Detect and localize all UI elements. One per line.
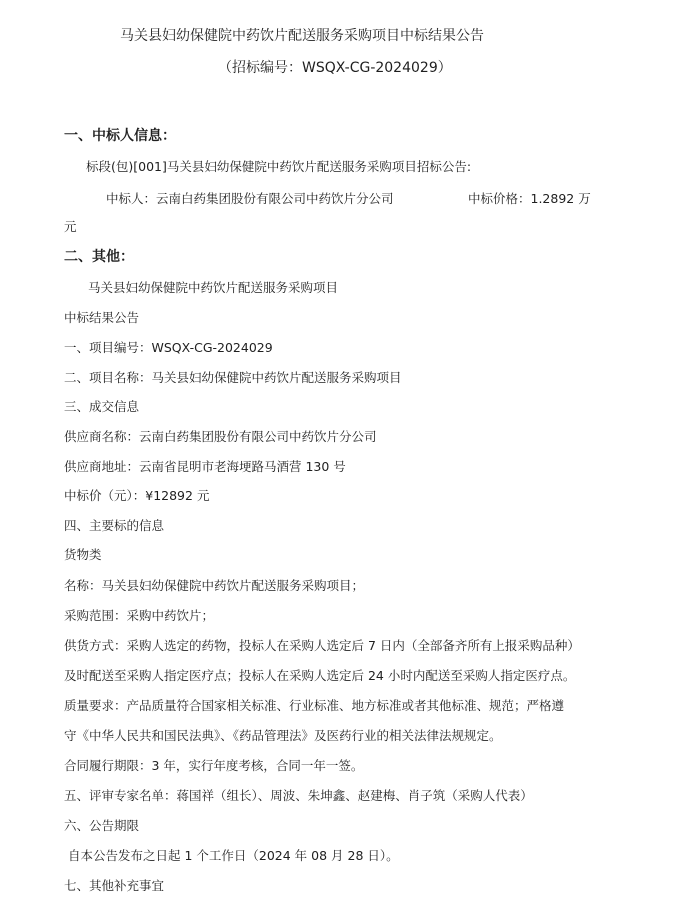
tender-number: （招标编号：WSQX-CG-2024029） [218, 60, 452, 76]
other-line: 名称：马关县妇幼保健院中药饮片配送服务采购项目； [64, 578, 365, 593]
notice-title: 马关县妇幼保健院中药饮片配送服务采购项目中标结果公告 [120, 28, 484, 44]
other-line: 自本公告发布之日起 1 个工作日（2024 年 08 月 28 日）。 [68, 848, 399, 863]
other-line: 四、主要标的信息 [64, 518, 165, 533]
other-line: 七、其他补充事宜 [64, 878, 165, 893]
other-line: 货物类 [64, 547, 102, 562]
other-line: 采购范围：采购中药饮片； [64, 608, 215, 623]
other-line: 中标结果公告 [64, 310, 140, 325]
winner-price-unit: 元 [64, 219, 77, 234]
other-line: 马关县妇幼保健院中药饮片配送服务采购项目 [88, 280, 339, 295]
section-other-heading: 二、其他： [64, 249, 134, 265]
winner-line: 中标人：云南白药集团股份有限公司中药饮片分公司 [106, 191, 394, 206]
other-line: 合同履行期限：3 年，实行年度考核，合同一年一签。 [64, 758, 364, 773]
section-winner-heading: 一、中标人信息： [64, 128, 176, 144]
winner-price: 中标价格：1.2892 万 [468, 191, 591, 206]
other-line: 一、项目编号：WSQX-CG-2024029 [64, 340, 273, 355]
other-line: 中标价（元）：¥12892 元 [64, 488, 210, 503]
other-line: 守《中华人民共和国民法典》、《药品管理法》及医药行业的相关法律法规规定。 [64, 728, 502, 743]
other-line: 二、项目名称：马关县妇幼保健院中药饮片配送服务采购项目 [64, 370, 402, 385]
lot-line: 标段(包)[001]马关县妇幼保健院中药饮片配送服务采购项目招标公告: [86, 159, 472, 174]
other-line: 及时配送至采购人指定医疗点；投标人在采购人选定后 24 小时内配送至采购人指定医疗点。 [64, 668, 576, 683]
other-line: 质量要求：产品质量符合国家相关标准、行业标准、地方标准或者其他标准、规范；严格遵 [64, 698, 565, 713]
other-line: 供货方式：采购人选定的药物，投标人在采购人选定后 7 日内（全部备齐所有上报采购品种） [64, 638, 580, 653]
other-line: 六、公告期限 [64, 818, 140, 833]
other-line: 供应商名称：云南白药集团股份有限公司中药饮片分公司 [64, 429, 377, 444]
other-line: 供应商地址：云南省昆明市老海埂路马酒营 130 号 [64, 459, 346, 474]
other-line: 五、评审专家名单：蒋国祥（组长）、周波、朱坤鑫、赵建梅、肖子筑（采购人代表） [64, 788, 533, 803]
other-line: 三、成交信息 [64, 399, 140, 414]
